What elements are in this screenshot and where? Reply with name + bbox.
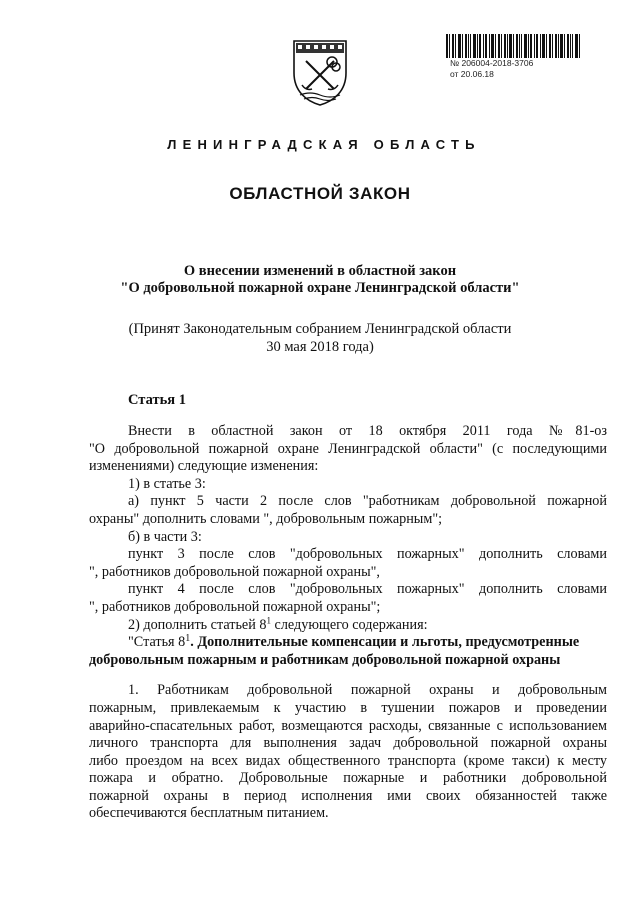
subject-line-1: О внесении изменений в областной закон xyxy=(183,263,457,279)
registration-number: № 206004-2018-3706 xyxy=(450,58,534,68)
adoption-line-2: 30 мая 2018 года) xyxy=(266,338,374,355)
adoption-line-1: (Принят Законодательным собранием Ленинградской области xyxy=(128,321,512,337)
paragraph-line: пожарным, привлекаемым к участию в тушении пожаров и проведении xyxy=(89,699,607,716)
body-line: а) пункт 5 части 2 после слов "работникам добровольной пожарной xyxy=(128,493,607,510)
body-line: ", работников добровольной пожарной охраны", xyxy=(89,563,380,580)
law-title: ОБЛАСТНОЙ ЗАКОН xyxy=(229,184,411,203)
body-line: пункт 4 после слов "добровольных пожарных" дополнить словами xyxy=(128,581,607,598)
subject-line-2: "О добровольной пожарной охране Ленинградской области" xyxy=(120,280,520,296)
registration-stamp xyxy=(446,34,606,80)
adoption-note xyxy=(0,321,640,356)
body-line: б) в части 3: xyxy=(128,528,202,545)
superscript: 1 xyxy=(185,634,191,645)
body-line: охраны" дополнить словами ", добровольным пожарным"; xyxy=(89,510,443,527)
paragraph-line: обеспечиваются бесплатным питанием. xyxy=(89,805,329,822)
paragraph-line: пожарной охраны в период исполнения ими своих обязанностей также xyxy=(89,787,607,804)
article-heading: Статья 1 xyxy=(128,392,186,408)
law-subject xyxy=(0,263,640,297)
barcode-icon xyxy=(446,34,580,58)
paragraph-gap xyxy=(89,669,607,682)
paragraph-line: аварийно-спасательных работ, возмещаются расходы, связанные с использованием xyxy=(89,717,607,734)
superscript: 1 xyxy=(266,616,271,625)
body-line: изменениями) следующие изменения: xyxy=(89,458,319,475)
body-line: пункт 3 после слов "добровольных пожарных" дополнить словами xyxy=(128,546,607,563)
body-line-text: 2) дополнить статьей 8 xyxy=(128,616,267,633)
body-line: Внести в областной закон от 18 октября 2011 года №81-оз xyxy=(128,423,607,439)
article-body xyxy=(89,423,607,823)
paragraph-line: либо проездом на всех видах общественного транспорта (кроме такси) к месту xyxy=(89,752,607,769)
body-line-text: "Статья 8 xyxy=(128,634,186,651)
body-line xyxy=(89,634,607,652)
registration-date: от 20.06.18 xyxy=(450,69,494,79)
leningrad-oblast-coat-of-arms-icon xyxy=(290,35,350,107)
paragraph-line: пожара и обратно. Добровольные пожарные и работники добровольной xyxy=(89,770,607,787)
body-line-text: следующего содержания: xyxy=(270,616,428,633)
body-line: "О добровольной пожарной охране Ленинградской области" (с последующими xyxy=(89,440,607,457)
body-line-bold: . Дополнительные компенсации и льготы, предусмотренные xyxy=(190,634,580,651)
region-title: ЛЕНИНГРАДСКАЯ ОБЛАСТЬ xyxy=(167,137,481,152)
body-line xyxy=(89,617,607,635)
body-line: 1) в статье 3: xyxy=(128,475,206,492)
body-line: ", работников добровольной пожарной охраны"; xyxy=(89,598,381,615)
paragraph-line: личного транспорта для выполнения задач добровольной пожарной охраны xyxy=(89,735,607,752)
body-line: добровольным пожарным и работникам добровольной пожарной охраны xyxy=(89,651,561,668)
paragraph-line: 1. Работникам добровольной пожарной охраны и добровольным xyxy=(128,682,607,699)
